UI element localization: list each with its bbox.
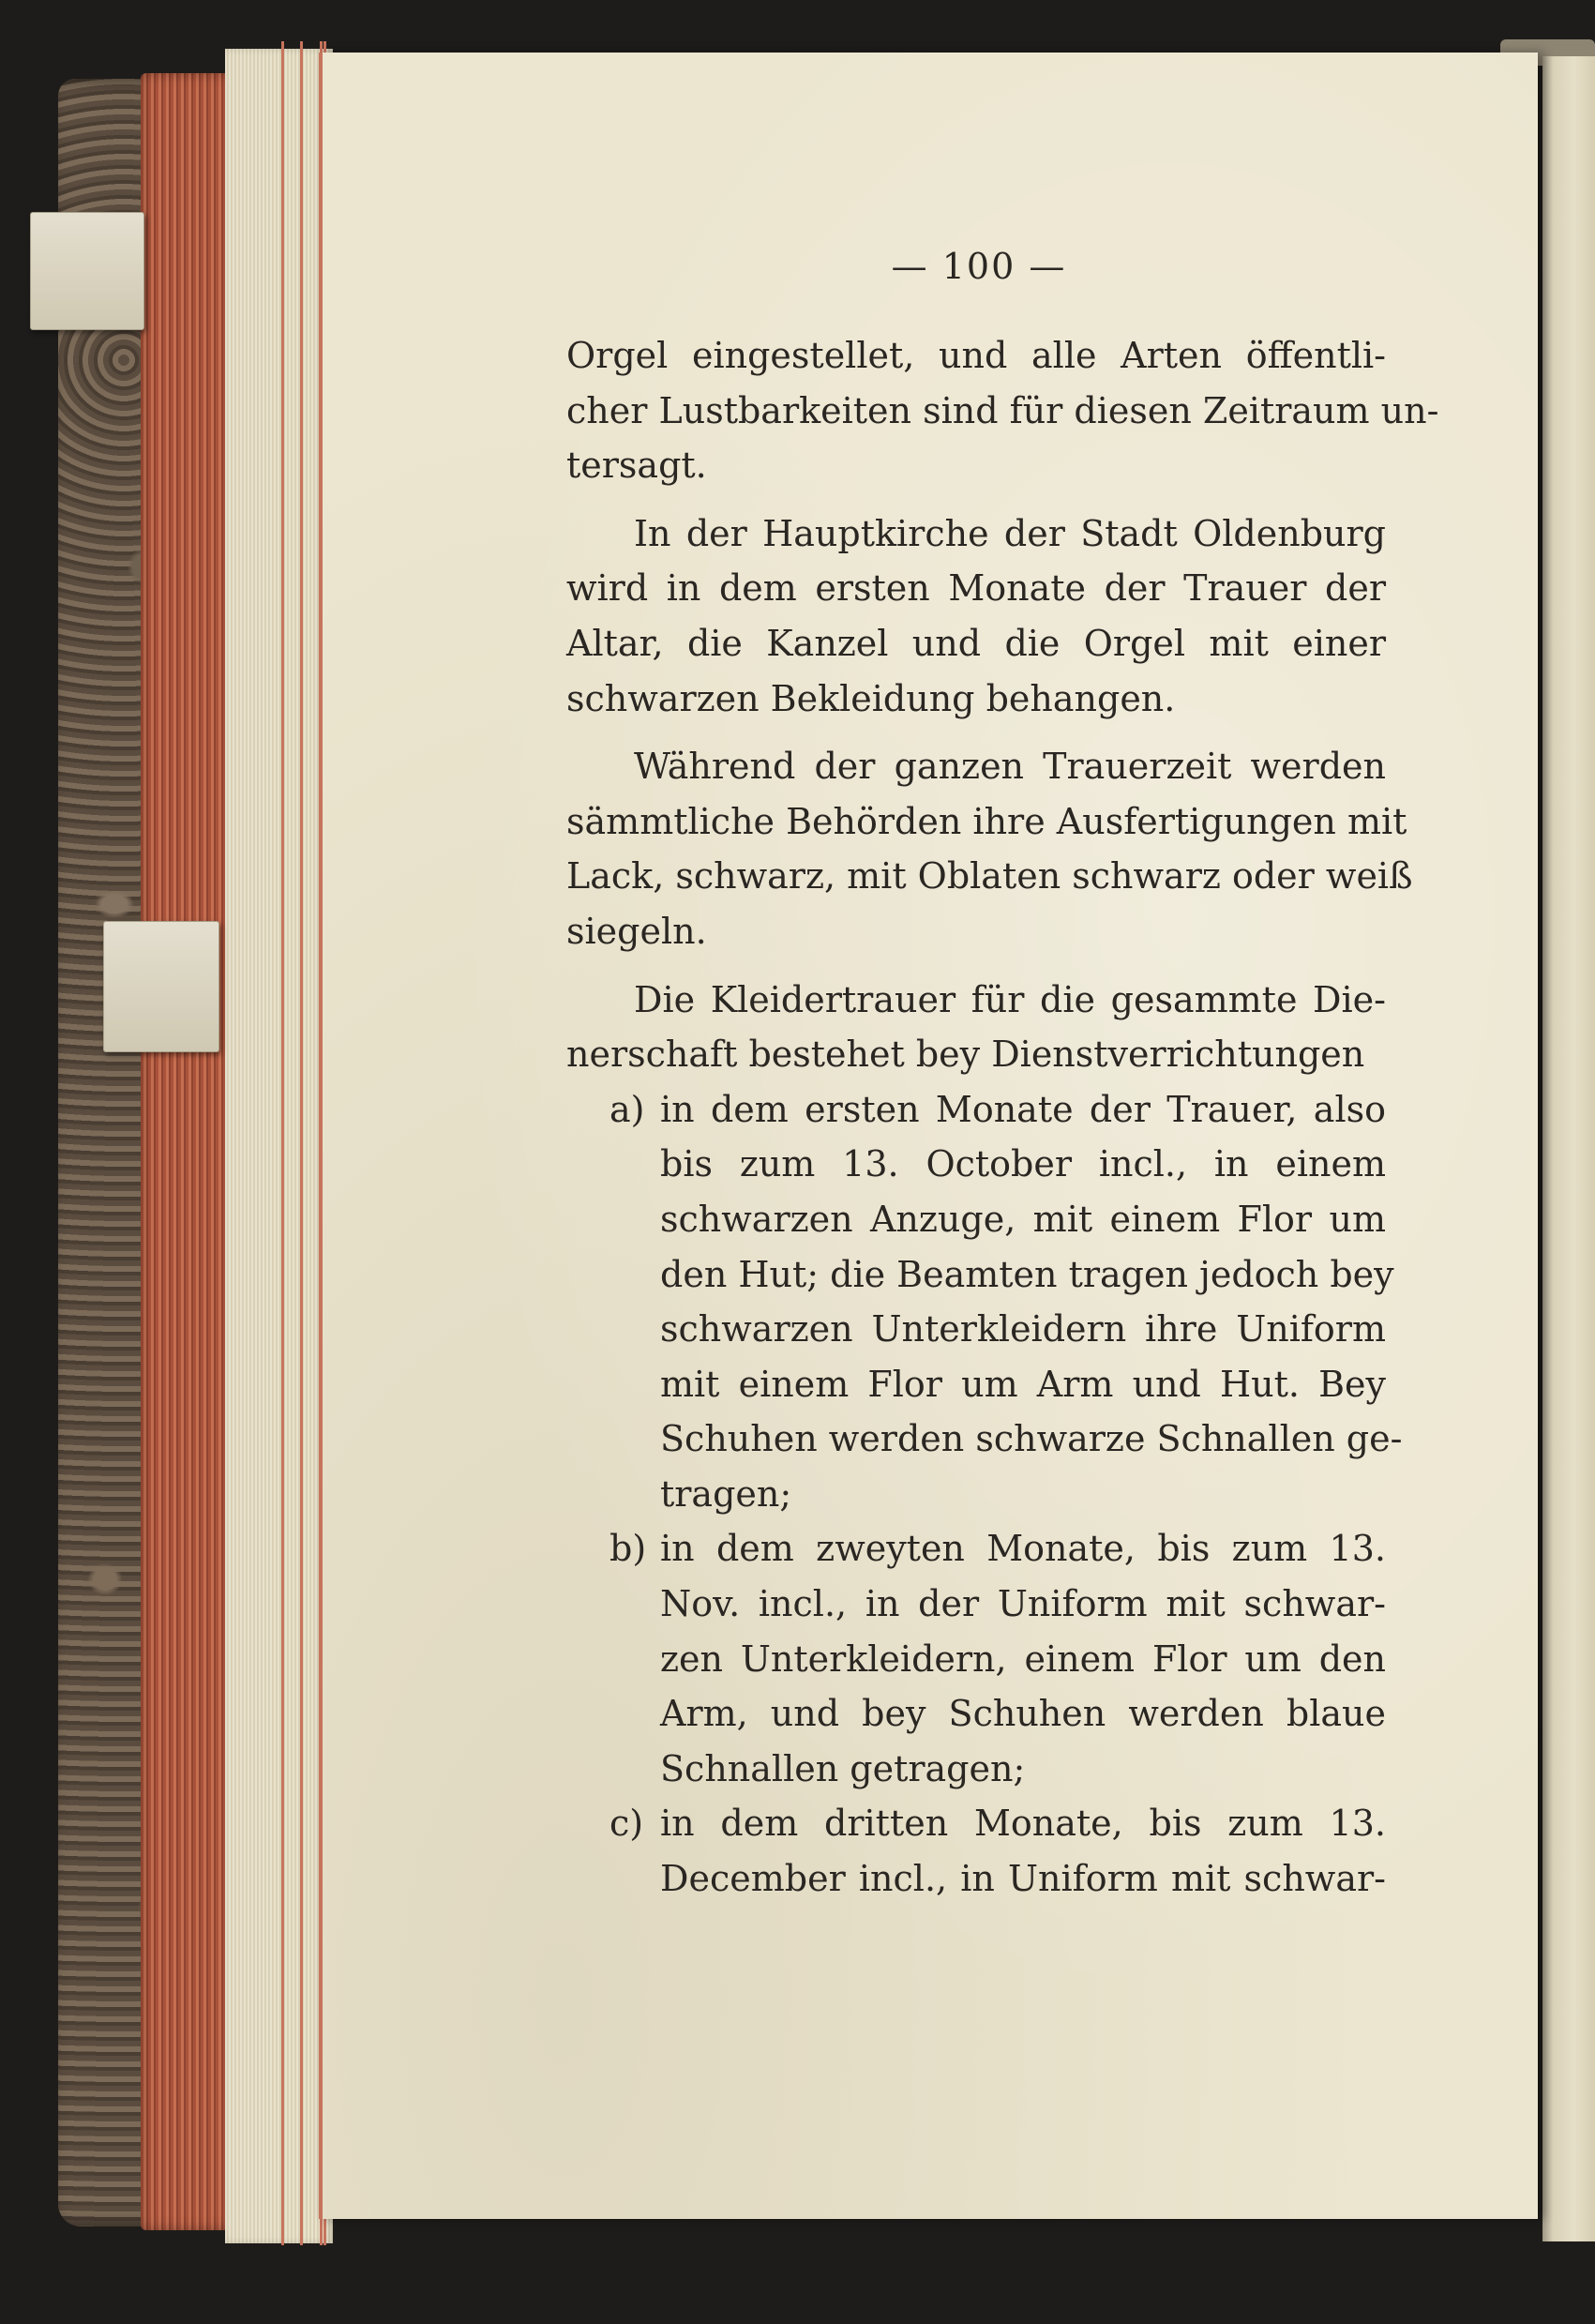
facing-page: [1542, 56, 1595, 2241]
text-line: cher Lustbarkeiten sind für diesen Zeitraum un-: [566, 389, 1439, 431]
text-line: Schuhen werden schwarze Schnallen ge-: [660, 1418, 1403, 1460]
list-item-b: [566, 1521, 1386, 1796]
paragraph-1: [566, 328, 1439, 493]
text-line: sämmtliche Behörden ihre Ausfertigungen mit: [566, 800, 1407, 842]
text-line: schwarzen Bekleidung behangen.: [566, 677, 1176, 719]
text-line: tersagt.: [566, 445, 707, 487]
text-line: in dem ersten Monate der Trauer, also: [660, 1088, 1386, 1130]
list-item-c: [566, 1796, 1386, 1906]
list-marker: b): [609, 1528, 647, 1570]
paper-tab: [103, 921, 219, 1052]
paragraph-2: [566, 506, 1386, 726]
text-line: siegeln.: [566, 910, 707, 952]
text-line: mit einem Flor um Arm und Hut. Bey: [660, 1363, 1386, 1405]
paper-tab: [30, 212, 144, 330]
text-line: in dem zweyten Monate, bis zum 13.: [660, 1528, 1386, 1570]
text-line: In der Hauptkirche der Stadt Oldenburg: [634, 512, 1386, 554]
text-line: Lack, schwarz, mit Oblaten schwarz oder weiß: [566, 855, 1413, 898]
text-line: Nov. incl., in der Uniform mit schwar-: [660, 1583, 1386, 1625]
text-line: schwarzen Unterkleidern ihre Uniform: [660, 1308, 1386, 1351]
text-line: wird in dem ersten Monate der Trauer der: [566, 567, 1386, 610]
paragraph-4: [566, 973, 1386, 1082]
text-line: schwarzen Anzuge, mit einem Flor um: [660, 1198, 1386, 1240]
paragraph-3: [566, 739, 1413, 958]
text-line: den Hut; die Beamten tragen jedoch bey: [660, 1253, 1394, 1295]
text-line: Schnallen getragen;: [660, 1747, 1026, 1789]
page-text: [566, 328, 1439, 1907]
text-line: bis zum 13. October incl., in einem: [660, 1143, 1386, 1185]
text-line: Altar, die Kanzel und die Orgel mit einer: [566, 622, 1386, 664]
page-number: — 100 —: [891, 246, 1067, 287]
text-line: nerschaft bestehet bey Dienstverrichtungen: [566, 1034, 1365, 1076]
text-line: Arm, und bey Schuhen werden blaue: [660, 1693, 1386, 1735]
text-line: Die Kleidertrauer für die gesammte Die-: [634, 978, 1386, 1020]
text-line: zen Unterkleidern, einem Flor um den: [660, 1637, 1386, 1680]
text-line: December incl., in Uniform mit schwar-: [660, 1858, 1386, 1900]
text-line: tragen;: [660, 1472, 792, 1515]
text-line: Während der ganzen Trauerzeit werden: [634, 746, 1386, 788]
list-marker: c): [609, 1803, 644, 1845]
text-line: Orgel eingestellet, und alle Arten öffentli-: [566, 335, 1386, 376]
list-marker: a): [609, 1088, 645, 1130]
list-item-a: [566, 1082, 1403, 1522]
text-line: in dem dritten Monate, bis zum 13.: [660, 1803, 1386, 1845]
